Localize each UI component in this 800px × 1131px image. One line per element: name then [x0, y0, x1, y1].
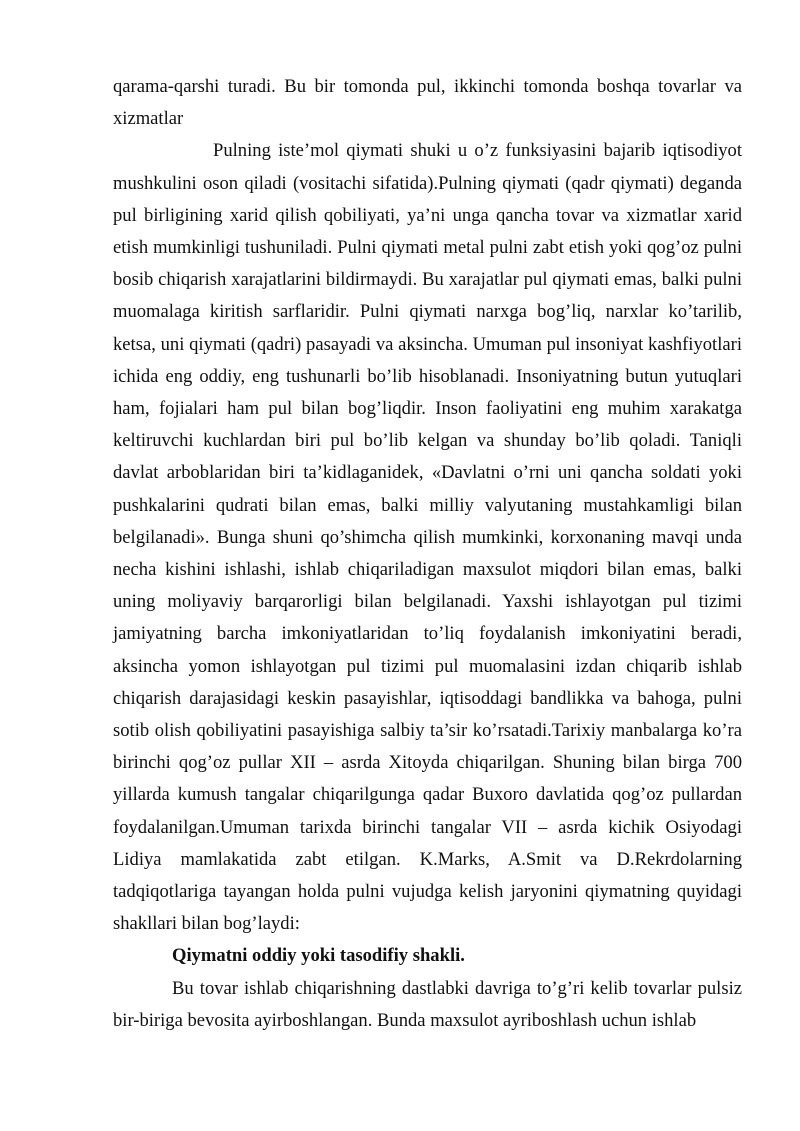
document-body [113, 71, 742, 1037]
paragraph-continuation: qarama-qarshi turadi. Bu bir tomonda pul, ikkinchi tomonda boshqa tovarlar va xizmatlar [113, 76, 742, 130]
paragraph-money-value: Pulning iste’mol qiymati shuki u o’z funksiyasini bajarib iqtisodiyot mushkulini oson qiladi (vositachi sifatida).Pulning qiymati (qadr qiymati) deganda pul birligining xarid qilish qobiliyati, ya’ni unga qancha tovar va xizmatlar xarid etish mumkinligi tushuniladi. Pulni qiymati metal pulni zabt etish yoki qog’oz pulni bosib chiqarish xarajatlarini bildirmaydi. Bu xarajatlar pul qiymati emas, balki pulni muomalaga kiritish sarflaridir. Pulni qiymati narxga bog’liq, narxlar ko’tarilib, ketsa, uni qiymati (qadri) pasayadi va aksincha. Umuman pul insoniyat kashfiyotlari ichida eng oddiy, eng tushunarli bo’lib hisoblanadi. Insoniyatning butun yutuqlari ham, fojialari ham pul bilan bog’liqdir. Inson faoliyatini eng muhim xarakatga keltiruvchi kuchlardan biri pul bo’lib kelgan va shunday bo’lib qoladi. Taniqli davlat arboblaridan biri ta’kidlaganidek, «Davlatni o’rni uni qancha soldati yoki pushkalarini qudrati bilan emas, balki milliy valyutaning mustahkamligi bilan belgilanadi». Bunga shuni qo’shimcha qilish mumkinki, korxonaning mavqi unda necha kishini ishlashi, ishlab chiqariladigan maxsulot miqdori bilan emas, balki uning moliyaviy barqarorligi bilan belgilanadi. Yaxshi ishlayotgan pul tizimi jamiyatning barcha imkoniyatlaridan to’liq foydalanish imkoniyatini beradi, aksincha yomon ishlayotgan pul tizimi pul muomalasini izdan chiqarib ishlab chiqarish darajasidagi keskin pasayishlar, iqtisoddagi bandlikka va bahoga, pulni sotib olish qobiliyatini pasayishiga salbiy ta’sir ko’rsatadi.Tarixiy manbalarga ko’ra birinchi qog’oz pullar XII – asrda Xitoyda chiqarilgan. Shuning bilan birga 700 yillarda kumush tangalar chiqarilgunga qadar Buxoro davlatida qog’oz pullardan foydalanilgan.Umuman tarixda birinchi tangalar VII – asrda kichik Osiyodagi Lidiya mamlakatida zabt etilgan. K.Marks, A.Smit va D.Rekrdolarning tadqiqotlariga tayangan holda pulni vujudga kelish jaryonini qiymatning quyidagi shakllari bilan bog’laydi: [113, 140, 742, 935]
paragraph-barter: Bu tovar ishlab chiqarishning dastlabki davriga to’g’ri kelib tovarlar pulsiz bir-biriga bevosita ayirboshlangan. Bunda maxsulot ayriboshlash uchun ishlab [113, 977, 742, 1031]
section-heading: Qiymatni oddiy yoki tasodifiy shakli. [172, 945, 465, 967]
